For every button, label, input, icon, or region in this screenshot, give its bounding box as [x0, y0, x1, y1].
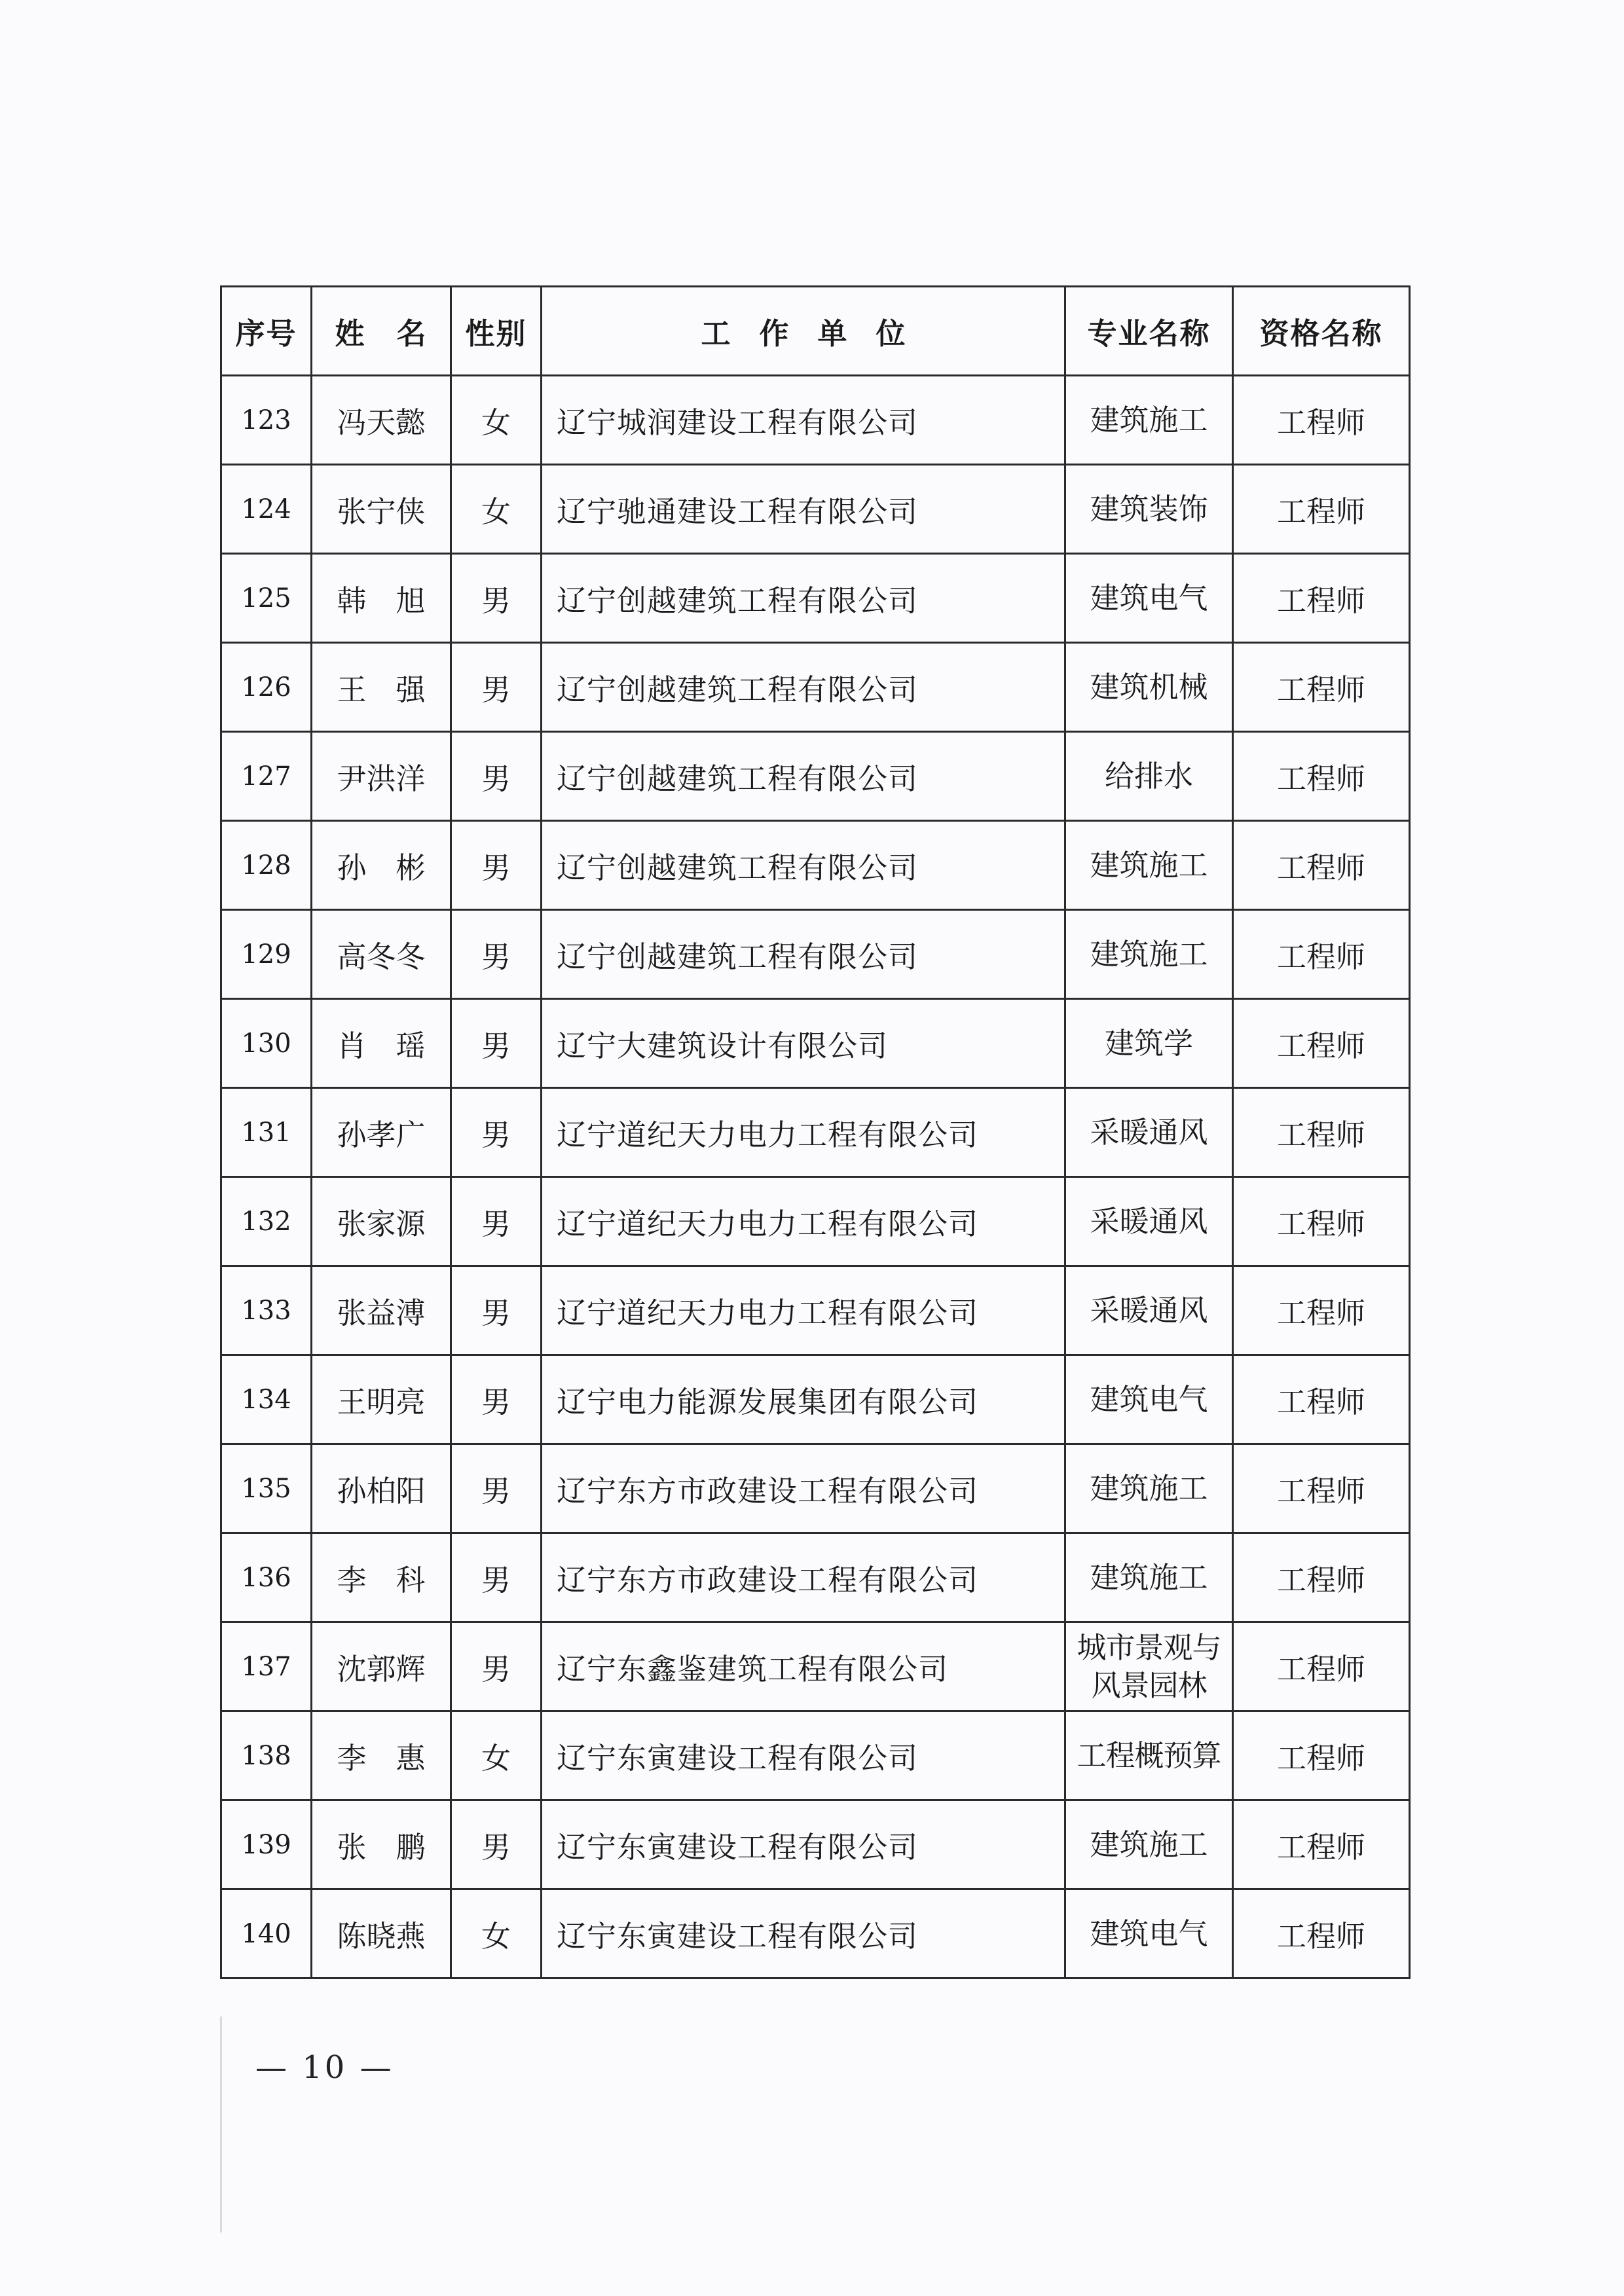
cell-name: 张宁侠 — [312, 465, 451, 554]
cell-gender: 男 — [451, 732, 542, 821]
table-row — [221, 1622, 1410, 1711]
cell-work-unit: 辽宁创越建筑工程有限公司 — [542, 643, 1065, 732]
cell-qualification: 工程师 — [1233, 1622, 1410, 1711]
cell-major: 建筑施工 — [1065, 376, 1233, 465]
cell-major: 工程概预算 — [1065, 1711, 1233, 1800]
table-row — [221, 1266, 1410, 1355]
cell-gender: 男 — [451, 643, 542, 732]
cell-name: 王 强 — [312, 643, 451, 732]
cell-gender: 男 — [451, 1444, 542, 1533]
cell-major: 建筑电气 — [1065, 1355, 1233, 1444]
header-work-unit: 工作单位 — [542, 287, 1065, 376]
cell-work-unit: 辽宁东寅建设工程有限公司 — [542, 1800, 1065, 1889]
table-row — [221, 376, 1410, 465]
header-serial-no: 序号 — [221, 287, 312, 376]
cell-gender: 男 — [451, 1622, 542, 1711]
cell-major: 采暖通风 — [1065, 1088, 1233, 1177]
cell-gender: 男 — [451, 1266, 542, 1355]
cell-serial-no: 123 — [221, 376, 312, 465]
cell-name: 尹洪洋 — [312, 732, 451, 821]
cell-qualification: 工程师 — [1233, 1444, 1410, 1533]
page-number: — 10 — — [255, 2049, 394, 2086]
cell-gender: 男 — [451, 821, 542, 910]
table-row — [221, 1889, 1410, 1978]
cell-work-unit: 辽宁大建筑设计有限公司 — [542, 999, 1065, 1088]
cell-work-unit: 辽宁东方市政建设工程有限公司 — [542, 1533, 1065, 1622]
cell-gender: 男 — [451, 1355, 542, 1444]
cell-serial-no: 135 — [221, 1444, 312, 1533]
cell-qualification: 工程师 — [1233, 1355, 1410, 1444]
cell-major: 给排水 — [1065, 732, 1233, 821]
cell-major: 建筑装饰 — [1065, 465, 1233, 554]
cell-qualification: 工程师 — [1233, 1266, 1410, 1355]
cell-name: 李 惠 — [312, 1711, 451, 1800]
cell-gender: 女 — [451, 376, 542, 465]
cell-serial-no: 138 — [221, 1711, 312, 1800]
header-qualification: 资格名称 — [1233, 287, 1410, 376]
cell-serial-no: 134 — [221, 1355, 312, 1444]
table-header-row — [221, 287, 1410, 376]
cell-qualification: 工程师 — [1233, 1711, 1410, 1800]
table-row — [221, 1711, 1410, 1800]
table-row — [221, 465, 1410, 554]
table-row — [221, 1088, 1410, 1177]
roster-table — [220, 285, 1411, 1979]
roster-body — [221, 376, 1410, 1978]
cell-serial-no: 137 — [221, 1622, 312, 1711]
cell-gender: 女 — [451, 1711, 542, 1800]
cell-serial-no: 127 — [221, 732, 312, 821]
cell-qualification: 工程师 — [1233, 821, 1410, 910]
cell-gender: 男 — [451, 1800, 542, 1889]
cell-work-unit: 辽宁创越建筑工程有限公司 — [542, 910, 1065, 999]
cell-major: 采暖通风 — [1065, 1177, 1233, 1266]
cell-major: 建筑施工 — [1065, 910, 1233, 999]
cell-major: 建筑学 — [1065, 999, 1233, 1088]
cell-qualification: 工程师 — [1233, 732, 1410, 821]
cell-qualification: 工程师 — [1233, 643, 1410, 732]
cell-work-unit: 辽宁城润建设工程有限公司 — [542, 376, 1065, 465]
margin-rule — [220, 2016, 222, 2232]
table-row — [221, 1800, 1410, 1889]
cell-gender: 男 — [451, 1088, 542, 1177]
cell-name: 孙柏阳 — [312, 1444, 451, 1533]
cell-name: 陈晓燕 — [312, 1889, 451, 1978]
cell-work-unit: 辽宁东寅建设工程有限公司 — [542, 1711, 1065, 1800]
cell-work-unit: 辽宁驰通建设工程有限公司 — [542, 465, 1065, 554]
cell-name: 冯天懿 — [312, 376, 451, 465]
cell-gender: 男 — [451, 999, 542, 1088]
cell-major: 建筑施工 — [1065, 1444, 1233, 1533]
cell-work-unit: 辽宁道纪天力电力工程有限公司 — [542, 1088, 1065, 1177]
cell-major: 建筑电气 — [1065, 1889, 1233, 1978]
cell-qualification: 工程师 — [1233, 1088, 1410, 1177]
cell-major: 建筑电气 — [1065, 554, 1233, 643]
cell-work-unit: 辽宁道纪天力电力工程有限公司 — [542, 1177, 1065, 1266]
cell-gender: 男 — [451, 1533, 542, 1622]
cell-work-unit: 辽宁创越建筑工程有限公司 — [542, 821, 1065, 910]
cell-name: 沈郭辉 — [312, 1622, 451, 1711]
cell-qualification: 工程师 — [1233, 376, 1410, 465]
cell-serial-no: 140 — [221, 1889, 312, 1978]
cell-qualification: 工程师 — [1233, 1889, 1410, 1978]
cell-gender: 女 — [451, 1889, 542, 1978]
table-row — [221, 1177, 1410, 1266]
cell-gender: 女 — [451, 465, 542, 554]
cell-work-unit: 辽宁道纪天力电力工程有限公司 — [542, 1266, 1065, 1355]
cell-major: 城市景观与 风景园林 — [1065, 1622, 1233, 1711]
cell-name: 张家源 — [312, 1177, 451, 1266]
cell-work-unit: 辽宁电力能源发展集团有限公司 — [542, 1355, 1065, 1444]
cell-qualification: 工程师 — [1233, 999, 1410, 1088]
cell-serial-no: 132 — [221, 1177, 312, 1266]
cell-major: 建筑施工 — [1065, 1533, 1233, 1622]
cell-name: 王明亮 — [312, 1355, 451, 1444]
cell-name: 李 科 — [312, 1533, 451, 1622]
cell-name: 韩 旭 — [312, 554, 451, 643]
cell-qualification: 工程师 — [1233, 1177, 1410, 1266]
table-row — [221, 732, 1410, 821]
cell-gender: 男 — [451, 554, 542, 643]
cell-name: 高冬冬 — [312, 910, 451, 999]
cell-name: 张益溥 — [312, 1266, 451, 1355]
cell-major: 建筑机械 — [1065, 643, 1233, 732]
header-name: 姓 名 — [312, 287, 451, 376]
cell-qualification: 工程师 — [1233, 1800, 1410, 1889]
cell-qualification: 工程师 — [1233, 465, 1410, 554]
cell-work-unit: 辽宁东寅建设工程有限公司 — [542, 1889, 1065, 1978]
cell-serial-no: 126 — [221, 643, 312, 732]
cell-serial-no: 129 — [221, 910, 312, 999]
cell-serial-no: 128 — [221, 821, 312, 910]
table-row — [221, 1444, 1410, 1533]
cell-serial-no: 139 — [221, 1800, 312, 1889]
cell-work-unit: 辽宁创越建筑工程有限公司 — [542, 554, 1065, 643]
table-row — [221, 999, 1410, 1088]
cell-major: 建筑施工 — [1065, 1800, 1233, 1889]
cell-serial-no: 131 — [221, 1088, 312, 1177]
cell-work-unit: 辽宁东鑫鉴建筑工程有限公司 — [542, 1622, 1065, 1711]
header-gender: 性别 — [451, 287, 542, 376]
table-row — [221, 554, 1410, 643]
cell-major: 建筑施工 — [1065, 821, 1233, 910]
table-row — [221, 910, 1410, 999]
table-row — [221, 821, 1410, 910]
cell-qualification: 工程师 — [1233, 1533, 1410, 1622]
cell-name: 张 鹏 — [312, 1800, 451, 1889]
cell-gender: 男 — [451, 1177, 542, 1266]
cell-major: 采暖通风 — [1065, 1266, 1233, 1355]
cell-gender: 男 — [451, 910, 542, 999]
cell-name: 孙孝广 — [312, 1088, 451, 1177]
cell-serial-no: 133 — [221, 1266, 312, 1355]
table-row — [221, 643, 1410, 732]
cell-serial-no: 125 — [221, 554, 312, 643]
cell-qualification: 工程师 — [1233, 910, 1410, 999]
cell-serial-no: 136 — [221, 1533, 312, 1622]
header-major: 专业名称 — [1065, 287, 1233, 376]
cell-serial-no: 130 — [221, 999, 312, 1088]
cell-name: 孙 彬 — [312, 821, 451, 910]
table-row — [221, 1533, 1410, 1622]
cell-work-unit: 辽宁东方市政建设工程有限公司 — [542, 1444, 1065, 1533]
cell-work-unit: 辽宁创越建筑工程有限公司 — [542, 732, 1065, 821]
cell-serial-no: 124 — [221, 465, 312, 554]
table-row — [221, 1355, 1410, 1444]
cell-qualification: 工程师 — [1233, 554, 1410, 643]
cell-name: 肖 瑶 — [312, 999, 451, 1088]
